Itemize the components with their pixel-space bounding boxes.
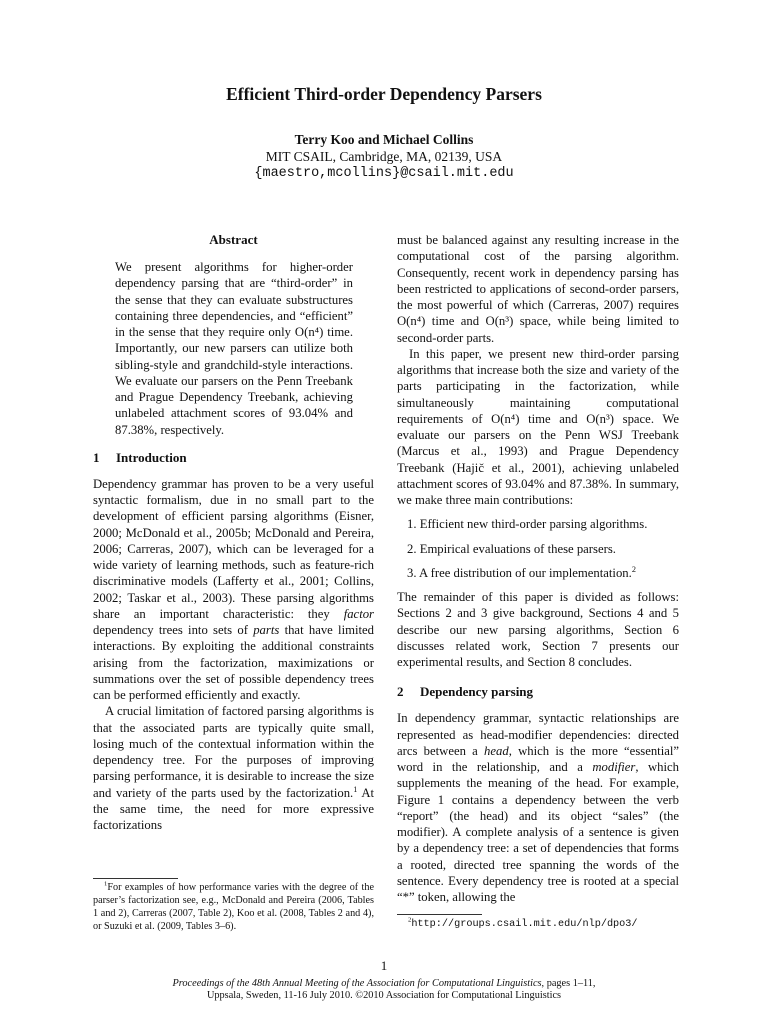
- section-2-heading: [397, 684, 679, 700]
- footnote-1: $^1$For examples of how performance varies with the degree of the parser’s factorization see, e.g., McDonald and Pereira (2006, Tables 1 and 2), Carreras (2007, Table 2), Koo et al. (2008, Tables 2 and 4), or Suzuki et al. (2009, Tables 3–6).: [93, 880, 374, 932]
- section-number: 1: [93, 449, 100, 465]
- footer-venue: Proceedings of the 48th Annual Meeting of the Association for Computational Linguistics: [172, 978, 542, 989]
- contributions-list: [397, 516, 679, 581]
- intro-paragraph-3: must be balanced against any resulting increase in the computational cost of the parsing algorithm. Consequently, recent work in dependency parsing has been restricted to applications of second-order parsers, the most powerful of which (Carreras, 2007) requires O(n⁴) time and O(n³) space, while being limited to second-order parts.: [397, 233, 679, 345]
- right-column: [397, 232, 679, 905]
- authors: Terry Koo and Michael Collins: [294, 132, 474, 147]
- section-1-heading: [93, 450, 374, 466]
- dep-paragraph-1: In dependency grammar, syntactic relationships are represented as head-modifier dependencies: directed arcs between a head, which is the more “essential” word in the relationship, and a modifier, which supplements the meaning of the head. For example, Figure 1 contains a dependency between the verb “report” (the head) and its object “sales” (the modifier). A complete analysis of a sentence is given by a dependency tree: a set of dependencies that forms a rooted, directed tree spanning the words of the sentence. Every dependency tree is rooted at a special “*” token, allowing the: [397, 711, 680, 904]
- list-item: 1. Efficient new third-order parsing algorithms.: [407, 517, 648, 532]
- intro-paragraph-1: Dependency grammar has proven to be a very useful syntactic formalism, due in no small part to the development of efficient parsing algorithms (Eisner, 2000; McDonald et al., 2005b; McDonald and Pereira, 2006; Carreras, 2007), which can be leveraged for a wide variety of learning methods, such as feature-rich discriminative models (Lafferty et al., 2001; Collins, 2002; Taskar et al., 2003). These parsing algorithms share an important characteristic: they factor dependency trees into sets of parts that have limited interactions. By exploiting the additional constraints arising from the factorization, maximizations or summations over the set of possible dependency trees can be performed efficiently and exactly.: [93, 476, 375, 702]
- section-title: Introduction: [116, 449, 187, 465]
- abstract-body: We present algorithms for higher-order dependency parsing that are “third-order” in the sense that they can evaluate substructures containing three dependencies, and “efficient” in the sense that they require only O(n⁴) time. Importantly, our new parsers can utilize both sibling-style and grandchild-style interactions. We evaluate our parsers on the Penn Treebank and Prague Dependency Treebank, achieving unlabeled attachment scores of 93.04% and 87.38%, respectively.: [115, 260, 353, 437]
- intro-paragraph-2: A crucial limitation of factored parsing algorithms is that the associated parts are typically quite small, losing much of the contextual information within the dependency tree. For the purposes of improving parsing performance, it is desirable to increase the size and variety of the parts used by the factorization.$^1$ At the same time, the need for more expressive factorizations: [93, 704, 374, 832]
- intro-paragraph-5: The remainder of this paper is divided as follows: Sections 2 and 3 give background, Sections 4 and 5 describe our new parsing algorithms, Section 6 discusses related work, Section 7 presents our experimental results, and Section 8 concludes.: [397, 590, 679, 669]
- intro-paragraph-4: In this paper, we present new third-order parsing algorithms that increase both the size and variety of the parts participating in the factorization, while simultaneously maintaining computational requirements of O(n⁴) time and O(n³) space. We evaluate our parsers on the Penn WSJ Treebank (Marcus et al., 1993) and Prague Dependency Treebank (Hajič et al., 2001), achieving unlabeled attachment scores of 93.04% and 87.38%. In summary, we make three main contributions:: [397, 346, 679, 507]
- footer-pages: , pages 1–11,: [541, 978, 596, 989]
- left-column: [93, 232, 374, 833]
- footer-location: Uppsala, Sweden, 11-16 July 2010. ©2010 Association for Computational Linguistics: [206, 990, 562, 1001]
- footnote-url[interactable]: http://groups.csail.mit.edu/nlp/dpo3/: [411, 919, 638, 930]
- footnote-rule-right: [397, 914, 482, 915]
- abstract-heading: Abstract: [209, 232, 258, 247]
- footnote-ref-2[interactable]: 2: [631, 564, 636, 574]
- footnote-ref-1[interactable]: 1: [353, 784, 358, 794]
- page-number: 1: [380, 958, 388, 973]
- proceedings-footer: [0, 978, 768, 1002]
- footnote-2: $^2$http://groups.csail.mit.edu/nlp/dpo3/: [408, 916, 638, 930]
- author-email: {maestro,mcollins}@csail.mit.edu: [254, 166, 514, 181]
- affiliation: MIT CSAIL, Cambridge, MA, 02139, USA: [265, 149, 503, 164]
- footnote-rule-left: [93, 878, 178, 879]
- paper-title: Efficient Third-order Dependency Parsers: [226, 84, 542, 104]
- list-item: 3. A free distribution of our implementation.$^2$: [407, 564, 636, 580]
- section-title: Dependency parsing: [420, 684, 534, 700]
- list-item: 2. Empirical evaluations of these parsers.: [407, 541, 616, 556]
- section-number: 2: [397, 684, 404, 700]
